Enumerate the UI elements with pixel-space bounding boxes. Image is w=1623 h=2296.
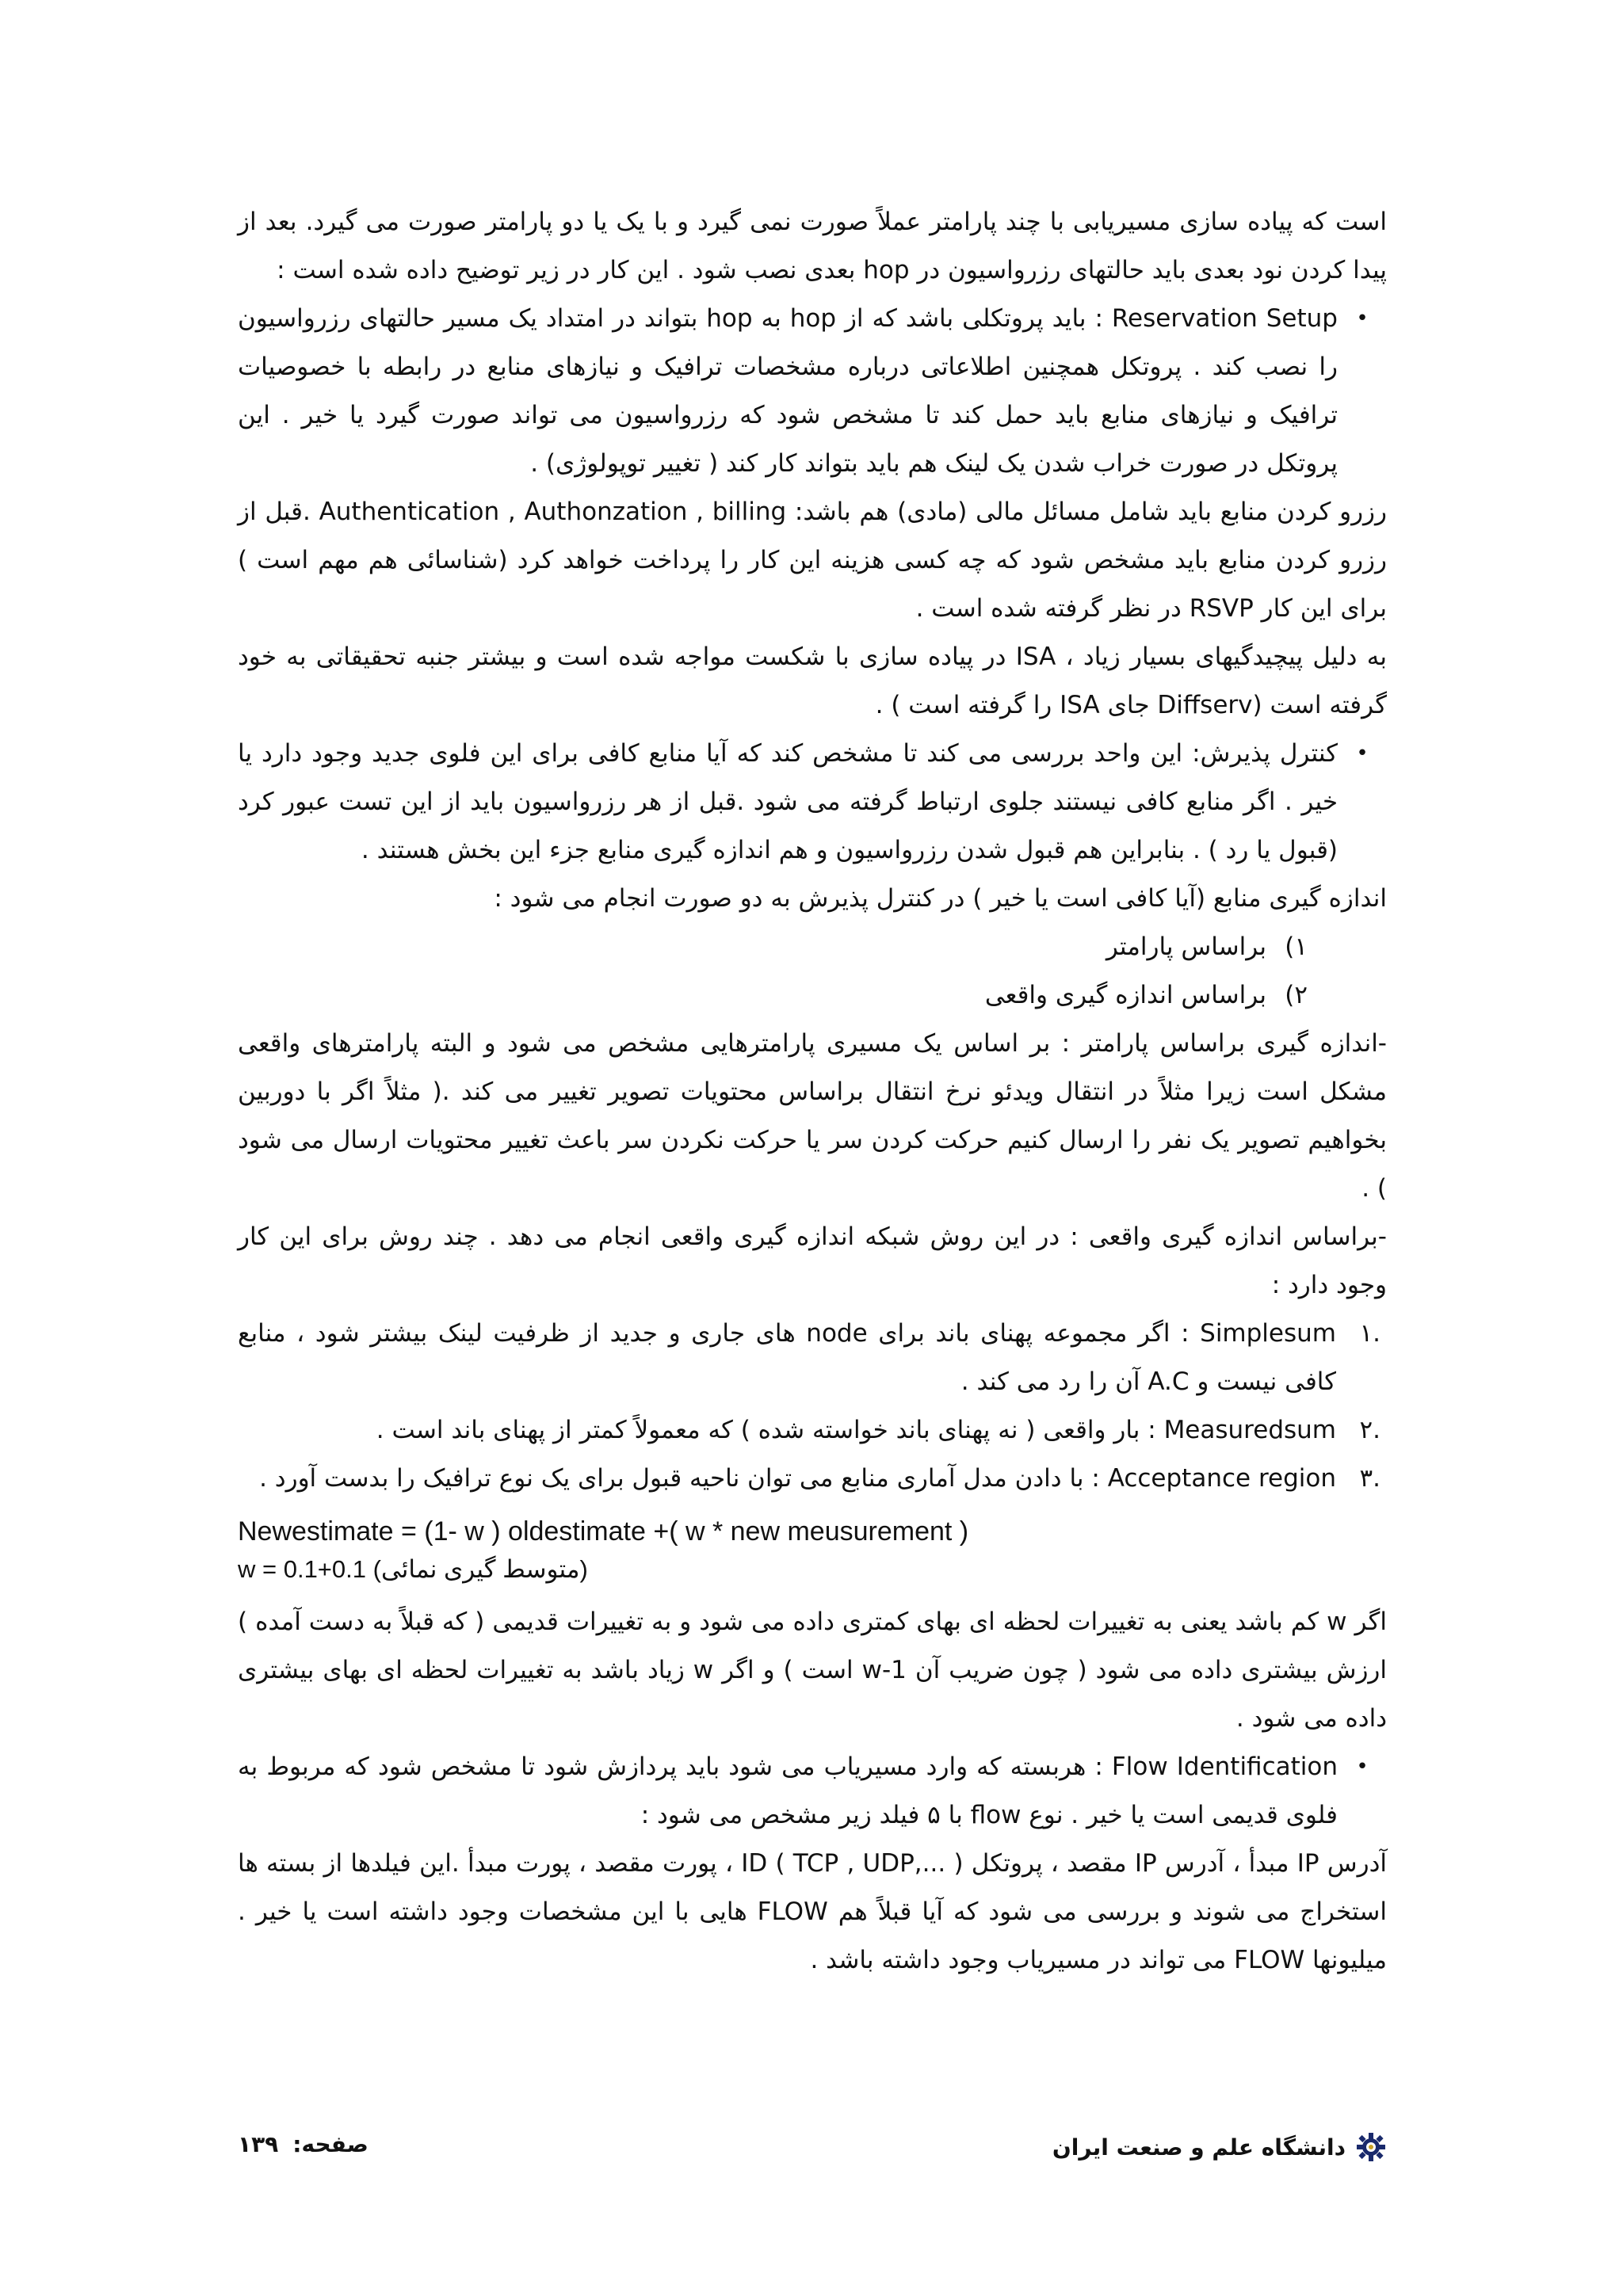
formula-newestimate: Newestimate = (1- w ) oldestimate +( w * new meusurement ) [238, 1516, 969, 1547]
sub-item-parameter [238, 923, 1308, 971]
numbered-item-simplesum [238, 1310, 1387, 1406]
page-number-block [238, 2131, 369, 2157]
item-text: Simplesum : اگر مجموعه پهنای باند برای node های جاری و جدید از ظرفیت لینک بیشتر شود ، منابع کافی نیست و A.C آن را رد می کند . [238, 1319, 1336, 1396]
bullet-icon: • [1356, 742, 1369, 765]
bullet-text: Flow Identification : هربسته که وارد مسیریاب می شود باید پردازش شود تا مشخص شود که مربوط به فلوی قدیمی است یا خیر . نوع flow با ۵ فیلد زیر مشخص می شود : [238, 1753, 1338, 1829]
page-label: صفحه: [292, 2131, 369, 2157]
bullet-icon: • [1356, 307, 1369, 330]
numbered-item-measuredsum [238, 1406, 1387, 1455]
bullet-text: Reservation Setup : باید پروتکلی باشد که از hop به hop بتواند در امتداد یک مسیر حالتهای رزرواسیون را نصب کند . پروتکل همچنین اطلاعاتی درباره مشخصات ترافیک و نیازهای منابع در رابطه با خصوصیات ترافیک و نیازهای منابع باید حمل کند تا مشخص شود که رزرواسیون می تواند صورت گیرد یا خیر . این پروتکل در صورت خراب شدن یک لینک هم باید بتواند کار کند ( تغییر توپولوژی) . [238, 304, 1338, 478]
bullet-flow-identification [238, 1743, 1387, 1840]
item-number: .۱ [1359, 1319, 1381, 1348]
item-number: .۳ [1359, 1464, 1381, 1493]
university-name: دانشگاه علم و صنعت ایران [1052, 2134, 1346, 2161]
bullet-icon: • [1356, 1755, 1369, 1779]
formula-weight: w = 0.1+0.1 (متوسط گیری نمائی) [238, 1555, 588, 1583]
sub-item-number: ۲) [1285, 981, 1308, 1009]
item-number: .۲ [1359, 1416, 1381, 1444]
document-body [238, 198, 1387, 2084]
page-number: ۱۳۹ [238, 2131, 279, 2157]
real-measurement-paragraph: -براساس اندازه گیری واقعی : در این روش شبکه اندازه گیری واقعی انجام می دهد . چند روش برای این کار وجود دارد : [238, 1222, 1387, 1299]
billing-paragraph: رزرو کردن منابع باید شامل مسائل مالی (مادی) هم باشد: Authentication , Authonzation , billing .قبل از رزرو کردن منابع باید مشخص شود که چه کسی هزینه این کار را پرداخت خواهد کرد (شناسائی هم مهم است ) برای این کار RSVP در نظر گرفته شده است . [238, 498, 1388, 623]
weight-explanation: اگر w کم باشد یعنی به تغییرات لحظه ای بهای کمتری داده می شود و به تغییرات قدیمی ( که قبلاً به دست آمده ) ارزش بیشتری داده می شود ( چون ضریب آن 1-w است ) و اگر w زیاد باشد به تغییرات لحظه ای بهای بیشتری داده می شود . [238, 1608, 1388, 1733]
sub-item-label: براساس اندازه گیری واقعی [984, 981, 1266, 1009]
page-footer [238, 2131, 1387, 2179]
sub-item-label: براساس پارامتر [1106, 933, 1266, 961]
sub-item-real-measurement [238, 971, 1308, 1020]
bullet-reservation-setup [238, 295, 1387, 488]
footer-university [1052, 2131, 1387, 2163]
bullet-text: کنترل پذیرش: این واحد بررسی می کند تا مشخص کند که آیا منابع کافی برای این فلوی جدید وجود دارد یا خیر . اگر منابع کافی نیستند جلوی ارتباط گرفته می شود .قبل از هر رزرواسیون باید از این تست عبور کرد (قبول یا رد ) . بنابراین هم قبول شدن رزرواسیون و هم اندازه گیری منابع جزء این بخش هستند . [238, 739, 1338, 864]
isa-paragraph: به دلیل پیچیدگیهای بسیار زیاد ، ISA در پیاده سازی با شکست مواجه شده است و بیشتر جنبه تحقیقاتی به خود گرفته است (Diffserv جای ISA را گرفته است ) . [238, 643, 1387, 719]
bullet-admission-control [238, 730, 1387, 875]
flow-fields-paragraph: آدرس IP مبدأ ، آدرس IP مقصد ، پروتکل ID ( TCP , UDP,... ) ، پورت مقصد ، پورت مبدأ .این فیلدها از بسته ها استخراج می شوند و بررسی می شود که آیا قبلاً هم FLOW هایی با این مشخصات وجود داشته است یا خیر . میلیونها FLOW می تواند در مسیریاب وجود داشته باشد . [238, 1849, 1387, 1974]
parameter-based-paragraph: -اندازه گیری براساس پارامتر : بر اساس یک مسیری پارامترهایی مشخص می شود و البته پارامترهای واقعی مشکل است زیرا مثلاً در انتقال ویدئو نرخ انتقال براساس محتویات تصویر تغییر می کند .( مثلاً اگر با دوربین بخواهیم تصویر یک نفر را ارسال کنیم حرکت کردن سر یا حرکت نکردن سر باعث تغییر محتویات ارسال می شود ) . [238, 1029, 1387, 1203]
university-gear-logo-icon [1355, 2131, 1387, 2163]
item-text: Acceptance region : با دادن مدل آماری منابع می توان ناحیه قبول برای یک نوع ترافیک را بدست آورد . [259, 1464, 1336, 1493]
sub-item-number: ۱) [1285, 933, 1308, 961]
measurement-intro: اندازه گیری منابع (آیا کافی است یا خیر ) در کنترل پذیرش به دو صورت انجام می شود : [494, 884, 1387, 913]
numbered-item-acceptance-region [238, 1455, 1387, 1503]
item-text: Measuredsum : بار واقعی ( نه پهنای باند خواسته شده ) که معمولاً کمتر از پهنای باند است . [376, 1416, 1336, 1444]
intro-paragraph: است که پیاده سازی مسیریابی با چند پارامتر عملاً صورت نمی گیرد و با یک یا دو پارامتر صورت می گیرد. بعد از پیدا کردن نود بعدی باید حالتهای رزرواسیون در hop بعدی نصب شود . این کار در زیر توضیح داده شده است : [238, 208, 1387, 284]
